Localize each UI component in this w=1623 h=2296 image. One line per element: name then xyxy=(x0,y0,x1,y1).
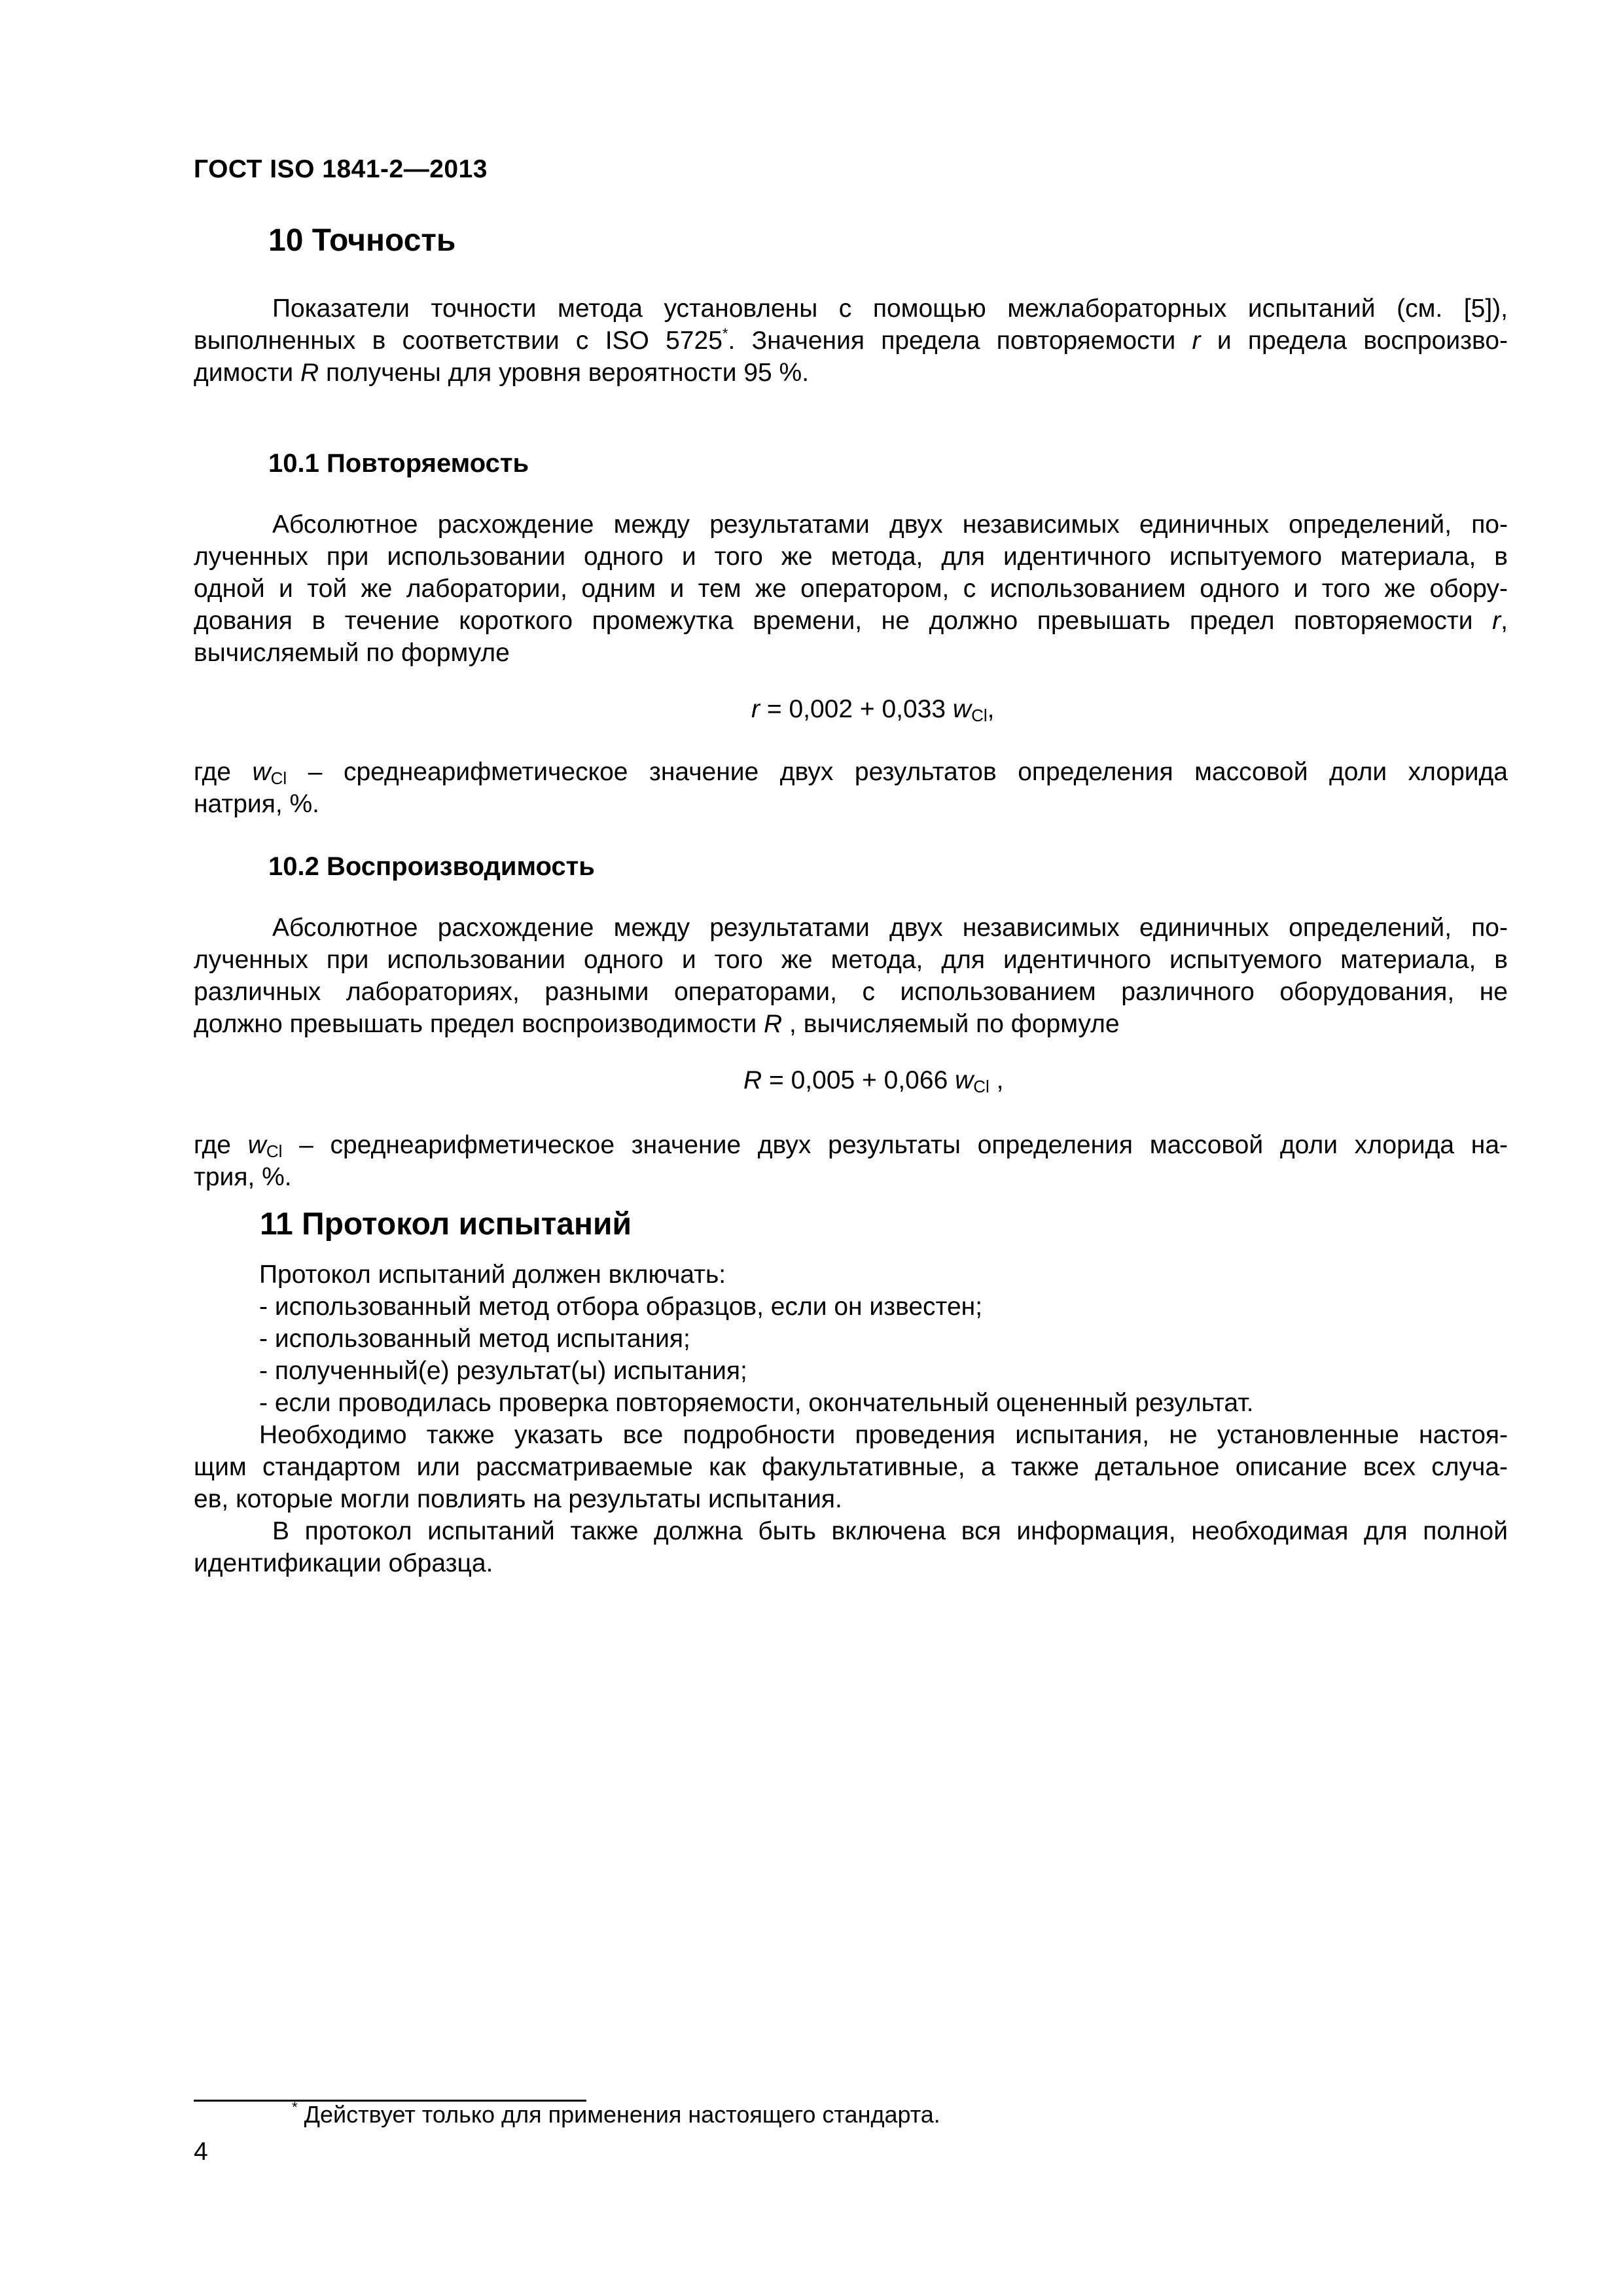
list-item: - полученный(е) результат(ы) испытания; xyxy=(259,1357,747,1385)
text-line: лученных при использовании одного и того же метода, для идентичного испытуемого материала, в xyxy=(194,946,1508,974)
section-11-title: 11 Протокол испытаний xyxy=(260,1207,632,1242)
text-line: дования в течение короткого промежутка времени, не должно превышать предел повторяемости r, xyxy=(194,607,1508,635)
text-line: трия, %. xyxy=(194,1163,292,1191)
text-line: В протокол испытаний также должна быть включена вся информация, необходимая для полной xyxy=(272,1517,1508,1545)
section-10-1-title: 10.1 Повторяемость xyxy=(268,449,529,478)
section-10-2-where xyxy=(194,1129,1508,1193)
text-line: должно превышать предел воспроизводимости R , вычисляемый по формуле xyxy=(194,1010,1120,1038)
section-10-2-body xyxy=(194,912,1508,1040)
text-line: где $w_{Cl}$ – среднеарифметическое значение двух результаты определения массовой доли хлорида на- xyxy=(194,1131,1508,1161)
section-11-list xyxy=(259,1259,1254,1419)
text-line: где $w_{Cl}$ – среднеарифметическое значение двух результатов определения массовой доли хлорида xyxy=(194,758,1508,788)
section-10-intro xyxy=(194,293,1508,389)
section-11-para-1 xyxy=(194,1419,1508,1515)
list-lead: Протокол испытаний должен включать: xyxy=(259,1261,726,1289)
text-line: различных лабораториях, разными операторами, с использованием различного оборудования, не xyxy=(194,978,1508,1006)
page-number: 4 xyxy=(194,2138,208,2166)
text-line: Абсолютное расхождение между результатами двух независимых единичных определений, по- xyxy=(272,914,1508,942)
list-item: - использованный метод испытания; xyxy=(259,1325,690,1353)
footnote: * Действует только для применения настоящего стандарта. xyxy=(292,2099,940,2128)
section-10-title: 10 Точность xyxy=(268,223,456,258)
text-line: идентификации образца. xyxy=(194,1549,493,1577)
text-line: щим стандартом или рассматриваемые как факультативные, а также детальное описание всех случа- xyxy=(194,1453,1508,1481)
section-10-1-body xyxy=(194,509,1508,669)
text-line: Абсолютное расхождение между результатами двух независимых единичных определений, по- xyxy=(272,511,1508,539)
text-line: натрия, %. xyxy=(194,790,320,818)
document-header: ГОСТ ISO 1841-2—2013 xyxy=(194,155,488,183)
footnote-marker: * xyxy=(722,325,728,342)
section-10-1-where xyxy=(194,756,1508,820)
text-line: ев, которые могли повлиять на результаты испытания. xyxy=(194,1485,842,1513)
list-item: - использованный метод отбора образцов, если он известен; xyxy=(259,1293,983,1321)
section-11-para-2 xyxy=(194,1515,1508,1579)
text-line: Необходимо также указать все подробности проведения испытания, не установленные настоя- xyxy=(259,1421,1508,1449)
repeatability-formula: r = 0,002 + 0,033 $w_{Cl}$, xyxy=(751,695,995,725)
reproducibility-formula: R = 0,005 + 0,066 $w_{Cl}$ , xyxy=(743,1066,1004,1096)
text-line: димости R получены для уровня вероятности 95 %. xyxy=(194,359,810,387)
text-line: вычисляемый по формуле xyxy=(194,639,510,667)
text-line: выполненных в соответствии с ISO 5725*. Значения предела повторяемости r и предела воспроизво- xyxy=(194,325,1508,355)
section-10-2-title: 10.2 Воспроизводимость xyxy=(268,852,595,881)
text-line: лученных при использовании одного и того же метода, для идентичного испытуемого материала, в xyxy=(194,543,1508,571)
text-line: одной и той же лаборатории, одним и тем же оператором, с использованием одного и того же обору- xyxy=(194,575,1508,603)
list-item: - если проводилась проверка повторяемости, окончательный оцененный результат. xyxy=(259,1389,1254,1417)
text-line: Показатели точности метода установлены с помощью межлабораторных испытаний (см. [5]), xyxy=(272,295,1508,323)
